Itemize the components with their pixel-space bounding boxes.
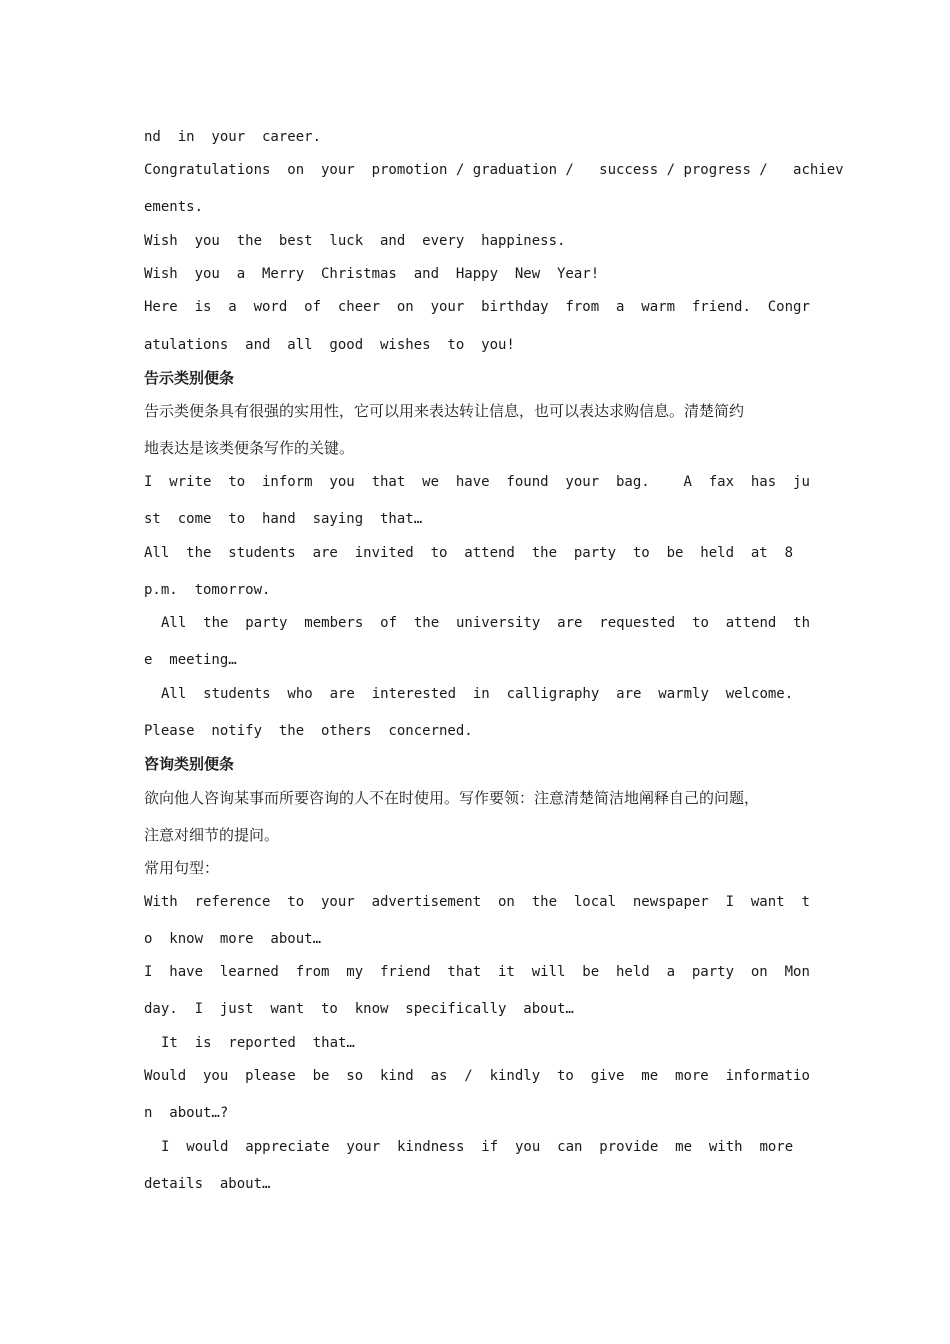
text-line: ements. bbox=[144, 199, 204, 215]
text-line: 欲向他人咨询某事而所要咨询的人不在时使用。写作要领：注意清楚简洁地阐释自己的问题， bbox=[144, 789, 760, 807]
text-line: Congratulations on your promotion / graduation / success / progress / achiev bbox=[144, 162, 844, 178]
text-line: Wish you a Merry Christmas and Happy New Year! bbox=[144, 266, 600, 282]
section-heading: 告示类别便条 bbox=[144, 369, 235, 387]
text-line: p.m. tomorrow. bbox=[144, 582, 271, 598]
section-heading: 咨询类别便条 bbox=[144, 755, 235, 773]
text-line: All the party members of the university are requested to attend th bbox=[161, 615, 811, 631]
text-line: 地表达是该类便条写作的关键。 bbox=[144, 439, 355, 457]
text-line: Here is a word of cheer on your birthday from a warm friend. Congr bbox=[144, 299, 810, 315]
text-line: Would you please be so kind as / kindly to give me more informatio bbox=[144, 1068, 810, 1084]
text-line: 常用句型： bbox=[144, 859, 220, 877]
text-line: Please notify the others concerned. bbox=[144, 723, 473, 739]
text-line: atulations and all good wishes to you! bbox=[144, 337, 515, 353]
text-line: I have learned from my friend that it will be held a party on Mon bbox=[144, 964, 810, 980]
text-line: e meeting… bbox=[144, 652, 237, 668]
text-line: details about… bbox=[144, 1176, 271, 1192]
text-line: st come to hand saying that… bbox=[144, 511, 423, 527]
text-line: 注意对细节的提问。 bbox=[144, 826, 280, 844]
text-line: I write to inform you that we have found your bag. A fax has ju bbox=[144, 474, 810, 490]
text-line: With reference to your advertisement on the local newspaper I want t bbox=[144, 894, 810, 910]
text-line: I would appreciate your kindness if you can provide me with more bbox=[161, 1139, 794, 1155]
text-line: nd in your career. bbox=[144, 129, 322, 145]
text-line: n about…? bbox=[144, 1105, 229, 1121]
text-line: All the students are invited to attend the party to be held at 8 bbox=[144, 545, 794, 561]
text-line: 告示类便条具有很强的实用性，它可以用来表达转让信息，也可以表达求购信息。清楚简约 bbox=[144, 402, 745, 420]
text-line: It is reported that… bbox=[161, 1035, 355, 1051]
text-line: Wish you the best luck and every happiness. bbox=[144, 233, 566, 249]
text-line: day. I just want to know specifically about… bbox=[144, 1001, 574, 1017]
text-line: o know more about… bbox=[144, 931, 322, 947]
text-line: All students who are interested in calligraphy are warmly welcome. bbox=[161, 686, 794, 702]
